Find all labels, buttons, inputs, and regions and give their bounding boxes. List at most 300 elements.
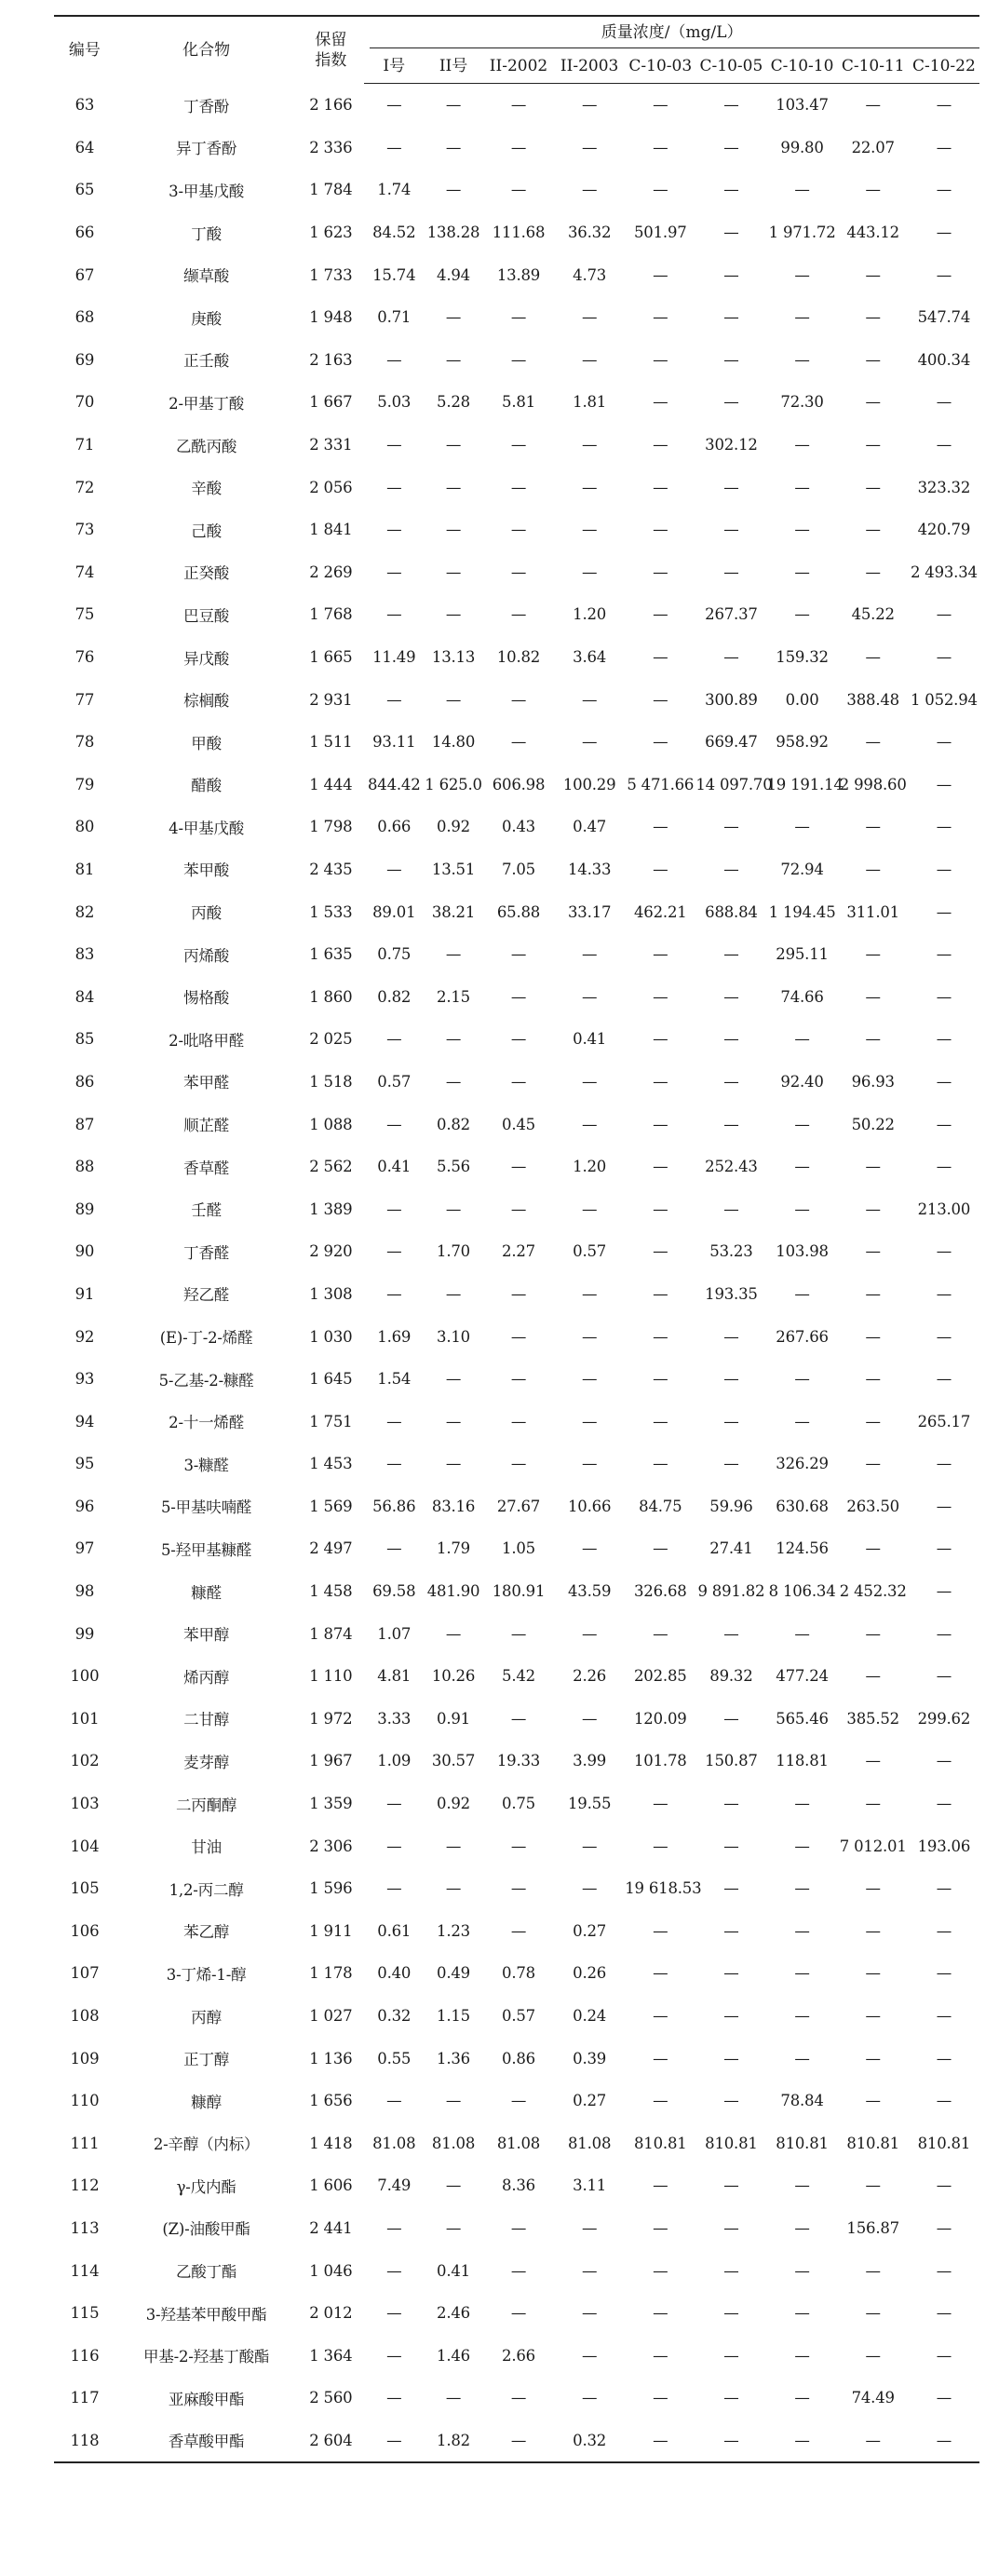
cell-concentration: —	[865, 96, 881, 115]
cell-concentration: —	[936, 138, 952, 156]
cell-concentration: —	[581, 1624, 598, 1643]
cell-retention-index: 2 166	[309, 96, 353, 115]
cell-retention-index: 1 027	[309, 2007, 353, 2026]
cell-concentration: 3.11	[573, 2176, 607, 2195]
cell-retention-index: 1 088	[309, 1115, 353, 1133]
cell-concentration: —	[510, 1879, 527, 1898]
cell-concentration: 323.32	[917, 478, 971, 496]
cell-concentration: —	[936, 224, 952, 242]
cell-concentration: —	[794, 436, 810, 454]
cell-concentration: 1.09	[377, 1752, 412, 1770]
header-sample: II-2002	[483, 48, 554, 84]
cell-id: 101	[70, 1709, 100, 1728]
cell-concentration: 202.85	[634, 1667, 687, 1686]
cell-concentration: 1.07	[377, 1624, 412, 1643]
cell-concentration: —	[386, 1284, 402, 1303]
cell-concentration: 1 194.45	[768, 902, 836, 921]
cell-concentration: —	[794, 1370, 810, 1389]
cell-concentration: —	[510, 605, 527, 624]
cell-concentration: 420.79	[917, 521, 971, 539]
cell-concentration: 0.57	[377, 1072, 412, 1091]
cell-retention-index: 1 606	[309, 2176, 353, 2195]
cell-concentration: —	[653, 1921, 668, 1940]
cell-concentration: —	[794, 1921, 810, 1940]
cell-concentration: 688.84	[705, 902, 758, 921]
cell-id: 96	[74, 1497, 95, 1515]
cell-compound: 辛酸	[191, 480, 222, 498]
cell-concentration: —	[445, 478, 462, 496]
table-row	[54, 466, 979, 508]
table-row	[54, 1824, 979, 1867]
cell-concentration: —	[581, 733, 598, 752]
cell-compound: 顺芷醛	[183, 1117, 230, 1135]
cell-concentration: —	[794, 1200, 810, 1218]
table-row	[54, 1146, 979, 1188]
cell-concentration: —	[386, 2304, 402, 2323]
cell-concentration: 5.42	[502, 1667, 535, 1686]
table-row	[54, 636, 979, 679]
cell-concentration: —	[386, 1030, 402, 1049]
cell-concentration: —	[581, 1115, 598, 1133]
cell-retention-index: 1 453	[309, 1455, 353, 1473]
cell-concentration: —	[510, 436, 527, 454]
cell-compound: 异戊酸	[183, 649, 230, 668]
cell-concentration: —	[445, 436, 462, 454]
cell-concentration: —	[794, 2049, 810, 2068]
cell-concentration: —	[865, 1200, 881, 1218]
cell-concentration: 0.47	[573, 818, 607, 836]
cell-id: 91	[74, 1284, 95, 1303]
cell-concentration: —	[936, 648, 952, 667]
cell-id: 110	[70, 2092, 100, 2110]
cell-concentration: —	[865, 393, 881, 412]
cell-concentration: 69.58	[372, 1582, 416, 1601]
table-row	[54, 253, 979, 296]
cell-concentration: 0.57	[502, 2007, 535, 2026]
cell-concentration: 844.42	[367, 775, 421, 793]
cell-concentration: —	[510, 1327, 527, 1346]
cell-id: 73	[74, 521, 95, 539]
cell-compound: 香草醛	[183, 1159, 230, 1177]
cell-concentration: —	[510, 563, 527, 581]
cell-concentration: —	[510, 2092, 527, 2110]
cell-retention-index: 2 331	[309, 436, 353, 454]
cell-concentration: 111.68	[492, 224, 546, 242]
cell-concentration: —	[445, 2218, 462, 2237]
cell-concentration: —	[653, 987, 668, 1006]
cell-concentration: —	[936, 945, 952, 964]
cell-concentration: —	[865, 1667, 881, 1686]
cell-concentration: —	[445, 1200, 462, 1218]
cell-concentration: —	[794, 1412, 810, 1430]
cell-compound: 亚麻酸甲酯	[168, 2390, 245, 2408]
cell-concentration: 193.06	[917, 1837, 971, 1855]
table-row	[54, 1358, 979, 1401]
cell-concentration: —	[794, 2389, 810, 2407]
cell-compound: 3-羟基苯甲酸甲酯	[145, 2305, 267, 2324]
cell-concentration: —	[936, 1030, 952, 1049]
cell-concentration: —	[723, 2007, 739, 2026]
cell-concentration: —	[936, 2007, 952, 2026]
table-row	[54, 764, 979, 807]
cell-concentration: —	[445, 1284, 462, 1303]
cell-concentration: 4.73	[573, 265, 607, 284]
cell-concentration: —	[653, 2261, 668, 2280]
cell-concentration: —	[865, 648, 881, 667]
cell-concentration: —	[445, 1030, 462, 1049]
cell-concentration: —	[865, 945, 881, 964]
cell-id: 113	[70, 2218, 100, 2237]
cell-concentration: 124.56	[776, 1539, 829, 1558]
cell-concentration: —	[581, 987, 598, 1006]
cell-retention-index: 2 920	[309, 1242, 353, 1261]
cell-concentration: —	[581, 1412, 598, 1430]
cell-concentration: 7.49	[377, 2176, 412, 2195]
cell-concentration: 1.20	[573, 605, 607, 624]
table-row	[54, 1867, 979, 1910]
cell-concentration: —	[865, 478, 881, 496]
cell-compound: 巴豆酸	[183, 606, 230, 625]
cell-concentration: 810.81	[634, 2134, 687, 2152]
table-row	[54, 1952, 979, 1995]
header-sample: I号	[364, 48, 424, 84]
table-row	[54, 424, 979, 467]
cell-concentration: 810.81	[776, 2134, 829, 2152]
cell-concentration: —	[723, 181, 739, 199]
cell-concentration: —	[936, 733, 952, 752]
cell-concentration: —	[723, 2049, 739, 2068]
cell-concentration: 385.52	[846, 1709, 899, 1728]
cell-concentration: —	[653, 2007, 668, 2026]
cell-concentration: —	[445, 563, 462, 581]
cell-retention-index: 2 562	[309, 1158, 353, 1176]
cell-concentration: 0.27	[573, 2092, 607, 2110]
table-row	[54, 1400, 979, 1443]
cell-concentration: 0.55	[377, 2049, 412, 2068]
cell-concentration: —	[386, 2218, 402, 2237]
cell-concentration: —	[653, 2049, 668, 2068]
cell-concentration: —	[936, 393, 952, 412]
cell-retention-index: 1 533	[309, 902, 353, 921]
cell-concentration: 81.08	[431, 2134, 476, 2152]
cell-concentration: 150.87	[705, 1752, 758, 1770]
cell-concentration: 295.11	[776, 945, 829, 964]
table-row	[54, 2207, 979, 2250]
cell-concentration: —	[510, 2218, 527, 2237]
cell-id: 106	[70, 1921, 100, 1940]
cell-concentration: —	[794, 2007, 810, 2026]
cell-concentration: 13.13	[431, 648, 476, 667]
cell-concentration: —	[386, 478, 402, 496]
table-row	[54, 1230, 979, 1273]
cell-concentration: —	[794, 818, 810, 836]
cell-concentration: —	[723, 224, 739, 242]
cell-concentration: —	[445, 2389, 462, 2407]
cell-concentration: 0.75	[377, 945, 412, 964]
table-row	[54, 678, 979, 721]
cell-concentration: —	[723, 648, 739, 667]
cell-compound: 惕格酸	[183, 989, 230, 1008]
cell-concentration: 4.81	[377, 1667, 412, 1686]
cell-concentration: —	[581, 1539, 598, 1558]
cell-concentration: —	[483, 2420, 554, 2463]
cell-concentration: 101.78	[634, 1752, 687, 1770]
cell-concentration: —	[936, 1115, 952, 1133]
cell-concentration: —	[794, 265, 810, 284]
cell-concentration: —	[445, 690, 462, 709]
cell-concentration: 0.91	[437, 1709, 470, 1728]
table-row	[54, 1018, 979, 1061]
table-row	[54, 2420, 979, 2463]
cell-id: 77	[74, 690, 95, 709]
cell-concentration: —	[936, 96, 952, 115]
cell-concentration: —	[936, 181, 952, 199]
cell-id: 78	[74, 733, 95, 752]
cell-compound: 2-吡咯甲醛	[169, 1031, 245, 1050]
cell-concentration: —	[653, 605, 668, 624]
cell-concentration: 5.28	[437, 393, 470, 412]
cell-id: 74	[74, 563, 95, 581]
cell-concentration: 810.81	[917, 2134, 971, 2152]
cell-concentration: 810.81	[705, 2134, 758, 2152]
cell-concentration: —	[581, 308, 598, 327]
table-row	[54, 551, 979, 594]
cell-concentration: —	[936, 1964, 952, 1983]
cell-concentration: 388.48	[846, 690, 899, 709]
cell-concentration: —	[386, 1115, 402, 1133]
cell-concentration: —	[936, 1072, 952, 1091]
cell-concentration: 0.82	[437, 1115, 470, 1133]
cell-retention-index: 2 441	[309, 2218, 353, 2237]
cell-concentration: 547.74	[917, 308, 971, 327]
cell-concentration: —	[653, 1072, 668, 1091]
cell-id: 98	[74, 1582, 95, 1601]
cell-concentration: —	[653, 1624, 668, 1643]
header-sample: II号	[424, 48, 483, 84]
table-row	[54, 1698, 979, 1741]
cell-concentration: —	[865, 1412, 881, 1430]
header-compound: 化合物	[115, 16, 298, 84]
cell-concentration: —	[510, 2261, 527, 2280]
cell-concentration: 74.49	[851, 2389, 895, 2407]
cell-id: 97	[74, 1539, 95, 1558]
cell-id: 84	[74, 987, 95, 1006]
cell-concentration: —	[581, 521, 598, 539]
cell-concentration: —	[510, 308, 527, 327]
cell-concentration: —	[581, 1879, 598, 1898]
cell-concentration: 10.66	[568, 1497, 612, 1515]
cell-id: 111	[70, 2134, 100, 2152]
cell-concentration: —	[936, 2389, 952, 2407]
cell-concentration: —	[510, 1455, 527, 1473]
cell-concentration: —	[723, 478, 739, 496]
cell-id: 68	[74, 308, 95, 327]
cell-concentration: —	[936, 2092, 952, 2110]
table-row	[54, 2080, 979, 2122]
table-row	[54, 1103, 979, 1146]
cell-concentration: —	[723, 1370, 739, 1389]
cell-concentration: 19.33	[496, 1752, 541, 1770]
cell-retention-index: 1 751	[309, 1412, 353, 1430]
cell-concentration: —	[581, 2389, 598, 2407]
cell-concentration: 213.00	[917, 1200, 971, 1218]
cell-concentration: 1 625.0	[425, 775, 482, 793]
cell-concentration: —	[723, 2346, 739, 2365]
cell-concentration: —	[865, 350, 881, 369]
cell-concentration: —	[936, 1539, 952, 1558]
cell-concentration: —	[653, 1200, 668, 1218]
cell-compound: 正壬酸	[183, 352, 230, 371]
cell-retention-index: 2 269	[309, 563, 353, 581]
cell-compound: 5-甲基呋喃醛	[161, 1498, 252, 1517]
cell-concentration: —	[653, 1242, 668, 1261]
cell-concentration: 180.91	[492, 1582, 546, 1601]
cell-id: 107	[70, 1964, 100, 1983]
cell-concentration: —	[510, 733, 527, 752]
cell-concentration: —	[653, 308, 668, 327]
cell-concentration: —	[865, 2346, 881, 2365]
cell-concentration: 300.89	[705, 690, 758, 709]
cell-compound: 4-甲基戊酸	[169, 819, 245, 837]
cell-concentration: 263.50	[846, 1497, 899, 1515]
cell-concentration: 14 097.70	[695, 775, 773, 793]
cell-id: 109	[70, 2049, 100, 2068]
cell-id: 108	[70, 2007, 100, 2026]
cell-concentration: —	[766, 2420, 837, 2463]
cell-id: 82	[74, 902, 95, 921]
cell-concentration: 252.43	[705, 1158, 758, 1176]
header-concentration-label: 质量浓度/（mg/L）	[601, 23, 743, 42]
cell-retention-index: 1 359	[309, 1795, 353, 1813]
cell-retention-index: 1 841	[309, 521, 353, 539]
cell-concentration: 56.86	[372, 1497, 416, 1515]
table-row	[54, 169, 979, 211]
cell-concentration: —	[794, 308, 810, 327]
cell-concentration: —	[865, 733, 881, 752]
table-row	[54, 1570, 979, 1613]
cell-concentration: —	[865, 1370, 881, 1389]
cell-concentration: —	[510, 1837, 527, 1855]
cell-concentration: —	[936, 2049, 952, 2068]
cell-concentration: —	[865, 1879, 881, 1898]
cell-compound: 醋酸	[191, 777, 222, 795]
cell-concentration: —	[510, 1412, 527, 1430]
cell-concentration: 1.69	[377, 1327, 412, 1346]
table-row	[54, 127, 979, 169]
cell-concentration: 13.51	[431, 860, 476, 878]
cell-concentration: —	[581, 1327, 598, 1346]
cell-concentration: —	[865, 563, 881, 581]
cell-retention-index: 2 435	[309, 860, 353, 878]
cell-compound: (E)-丁-2-烯醛	[159, 1329, 253, 1348]
cell-concentration: —	[865, 521, 881, 539]
cell-concentration: 0.66	[377, 818, 412, 836]
cell-concentration: 15.74	[372, 265, 416, 284]
cell-compound: 丙酸	[191, 904, 222, 923]
cell-concentration: 19.55	[568, 1795, 612, 1813]
cell-concentration: —	[794, 2261, 810, 2280]
cell-concentration: —	[936, 1624, 952, 1643]
cell-concentration: 0.49	[437, 1964, 470, 1983]
cell-concentration: 443.12	[846, 224, 899, 242]
header-sample: C-10-11	[838, 48, 909, 84]
cell-compound: 烯丙醇	[183, 1668, 230, 1687]
cell-concentration: 50.22	[851, 1115, 895, 1133]
cell-concentration: 0.32	[554, 2420, 625, 2463]
cell-concentration: —	[723, 1795, 739, 1813]
table-row	[54, 1061, 979, 1104]
cell-concentration: —	[510, 350, 527, 369]
concentration-table	[54, 15, 979, 2463]
data-table-sheet	[54, 15, 979, 2463]
cell-concentration: 10.82	[496, 648, 541, 667]
cell-concentration: —	[445, 1370, 462, 1389]
cell-concentration: —	[865, 1964, 881, 1983]
table-row	[54, 1910, 979, 1953]
cell-retention-index: 1 768	[309, 605, 353, 624]
cell-concentration: —	[445, 1879, 462, 1898]
cell-concentration: —	[936, 1242, 952, 1261]
cell-retention-index: 2 056	[309, 478, 353, 496]
cell-concentration: 0.40	[377, 1964, 412, 1983]
cell-concentration: —	[723, 1624, 739, 1643]
cell-concentration: —	[510, 1709, 527, 1728]
cell-compound: 丁香酚	[183, 97, 230, 115]
cell-concentration: 78.84	[780, 2092, 824, 2110]
cell-id: 94	[74, 1412, 95, 1430]
cell-concentration: —	[936, 1667, 952, 1686]
cell-concentration: 501.97	[634, 224, 687, 242]
cell-concentration: 10.26	[431, 1667, 476, 1686]
cell-concentration: 5.56	[437, 1158, 470, 1176]
cell-concentration: —	[865, 181, 881, 199]
cell-concentration: —	[386, 2261, 402, 2280]
table-row	[54, 721, 979, 764]
cell-concentration: —	[723, 1455, 739, 1473]
table-body	[54, 84, 979, 2463]
cell-compound: 苯甲酸	[183, 861, 230, 880]
cell-concentration: 481.90	[426, 1582, 480, 1601]
cell-retention-index: 2 604	[297, 2420, 364, 2463]
cell-concentration: 2 493.34	[910, 563, 978, 581]
table-row	[54, 1740, 979, 1783]
cell-concentration: —	[865, 2304, 881, 2323]
cell-compound: 苯甲醛	[183, 1074, 230, 1092]
cell-retention-index: 1 178	[309, 1964, 353, 1983]
cell-concentration: —	[794, 478, 810, 496]
cell-retention-index: 1 518	[309, 1072, 353, 1091]
table-row	[54, 211, 979, 254]
cell-concentration: —	[794, 563, 810, 581]
cell-concentration: —	[865, 1284, 881, 1303]
cell-concentration: 1.74	[377, 181, 412, 199]
cell-concentration: —	[695, 2420, 766, 2463]
table-row	[54, 593, 979, 636]
cell-concentration: —	[581, 945, 598, 964]
table-row	[54, 1485, 979, 1528]
cell-concentration: —	[936, 818, 952, 836]
cell-compound: (Z)-油酸甲酯	[162, 2220, 250, 2239]
cell-concentration: —	[865, 1752, 881, 1770]
cell-compound: 糠醇	[191, 2093, 222, 2111]
table-row	[54, 508, 979, 551]
cell-compound: 5-乙基-2-糠醛	[158, 1371, 254, 1390]
cell-compound: 3-糠醛	[183, 1456, 229, 1474]
cell-concentration: —	[653, 945, 668, 964]
cell-concentration: —	[723, 96, 739, 115]
cell-concentration: —	[581, 436, 598, 454]
cell-concentration: 311.01	[846, 902, 899, 921]
